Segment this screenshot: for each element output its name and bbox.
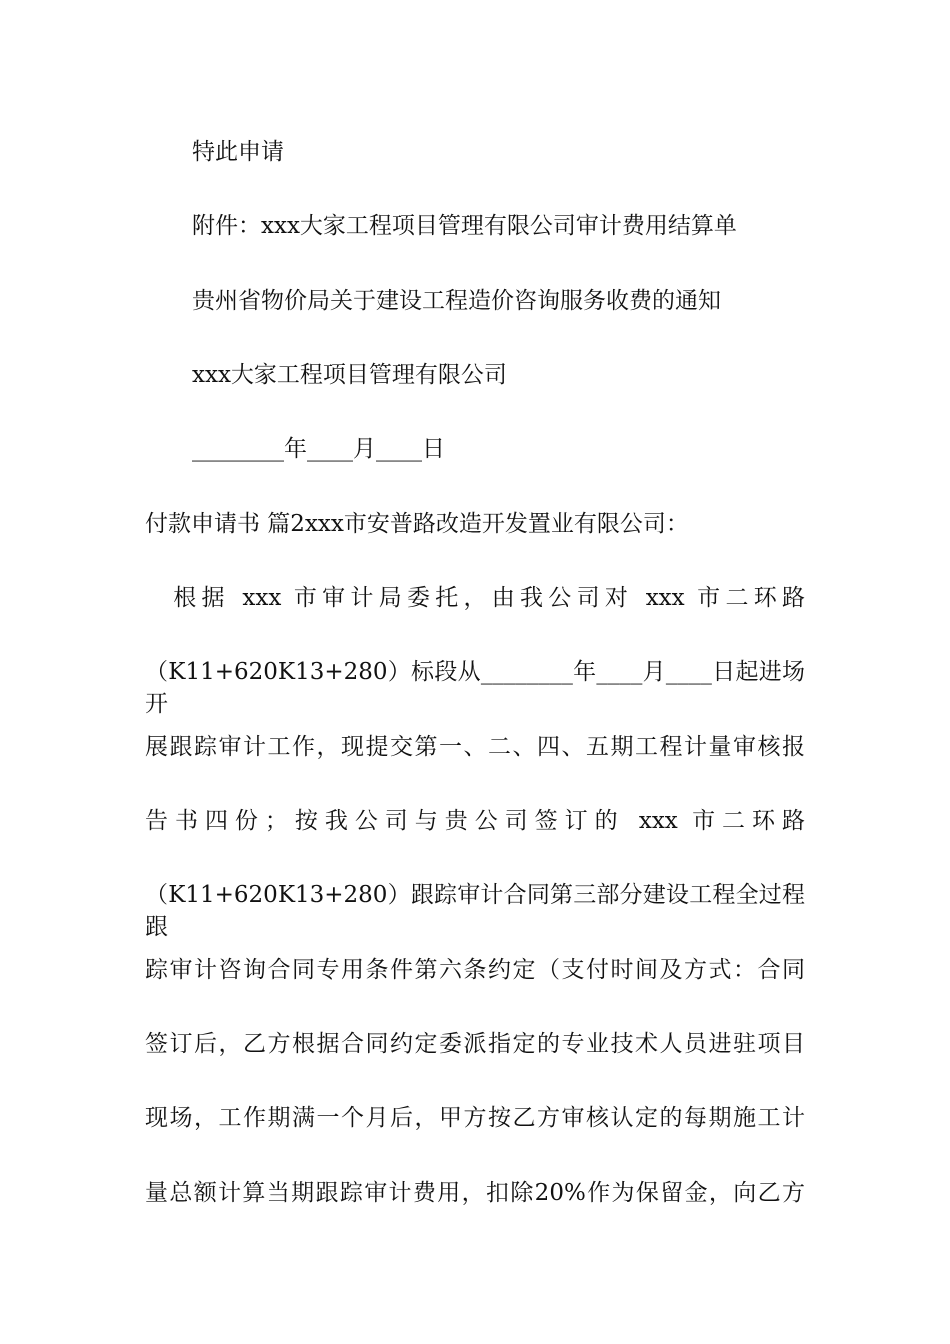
body-line: （K11+620K13+280）标段从________年____月____日起进场开	[145, 659, 805, 717]
attachment-line: 附件：xxx大家工程项目管理有限公司审计费用结算单	[192, 213, 737, 239]
body-line: （K11+620K13+280）跟踪审计合同第三部分建设工程全过程跟	[145, 882, 805, 940]
company-signature: xxx大家工程项目管理有限公司	[192, 362, 507, 388]
body-line: 量总额计算当期跟踪审计费用，扣除20%作为保留金，向乙方	[145, 1180, 805, 1206]
date-line: ________年____月____日	[192, 436, 445, 462]
body-line: 签订后，乙方根据合同约定委派指定的专业技术人员进驻项目	[145, 1031, 805, 1057]
body-line: 现场，工作期满一个月后，甲方按乙方审核认定的每期施工计	[145, 1105, 805, 1131]
body-line: 告书四份；按我公司与贵公司签订的 xxx 市二环路	[145, 808, 805, 834]
closing-request: 特此申请	[192, 139, 284, 165]
attachment-notice: 贵州省物价局关于建设工程造价咨询服务收费的通知	[192, 288, 721, 314]
body-line: 踪审计咨询合同专用条件第六条约定（支付时间及方式：合同	[145, 957, 805, 983]
body-line: 根据 xxx 市审计局委托，由我公司对 xxx 市二环路	[145, 585, 805, 611]
body-line: 展跟踪审计工作，现提交第一、二、四、五期工程计量审核报	[145, 734, 805, 760]
section-heading: 付款申请书 篇2xxx市安普路改造开发置业有限公司：	[145, 511, 689, 537]
